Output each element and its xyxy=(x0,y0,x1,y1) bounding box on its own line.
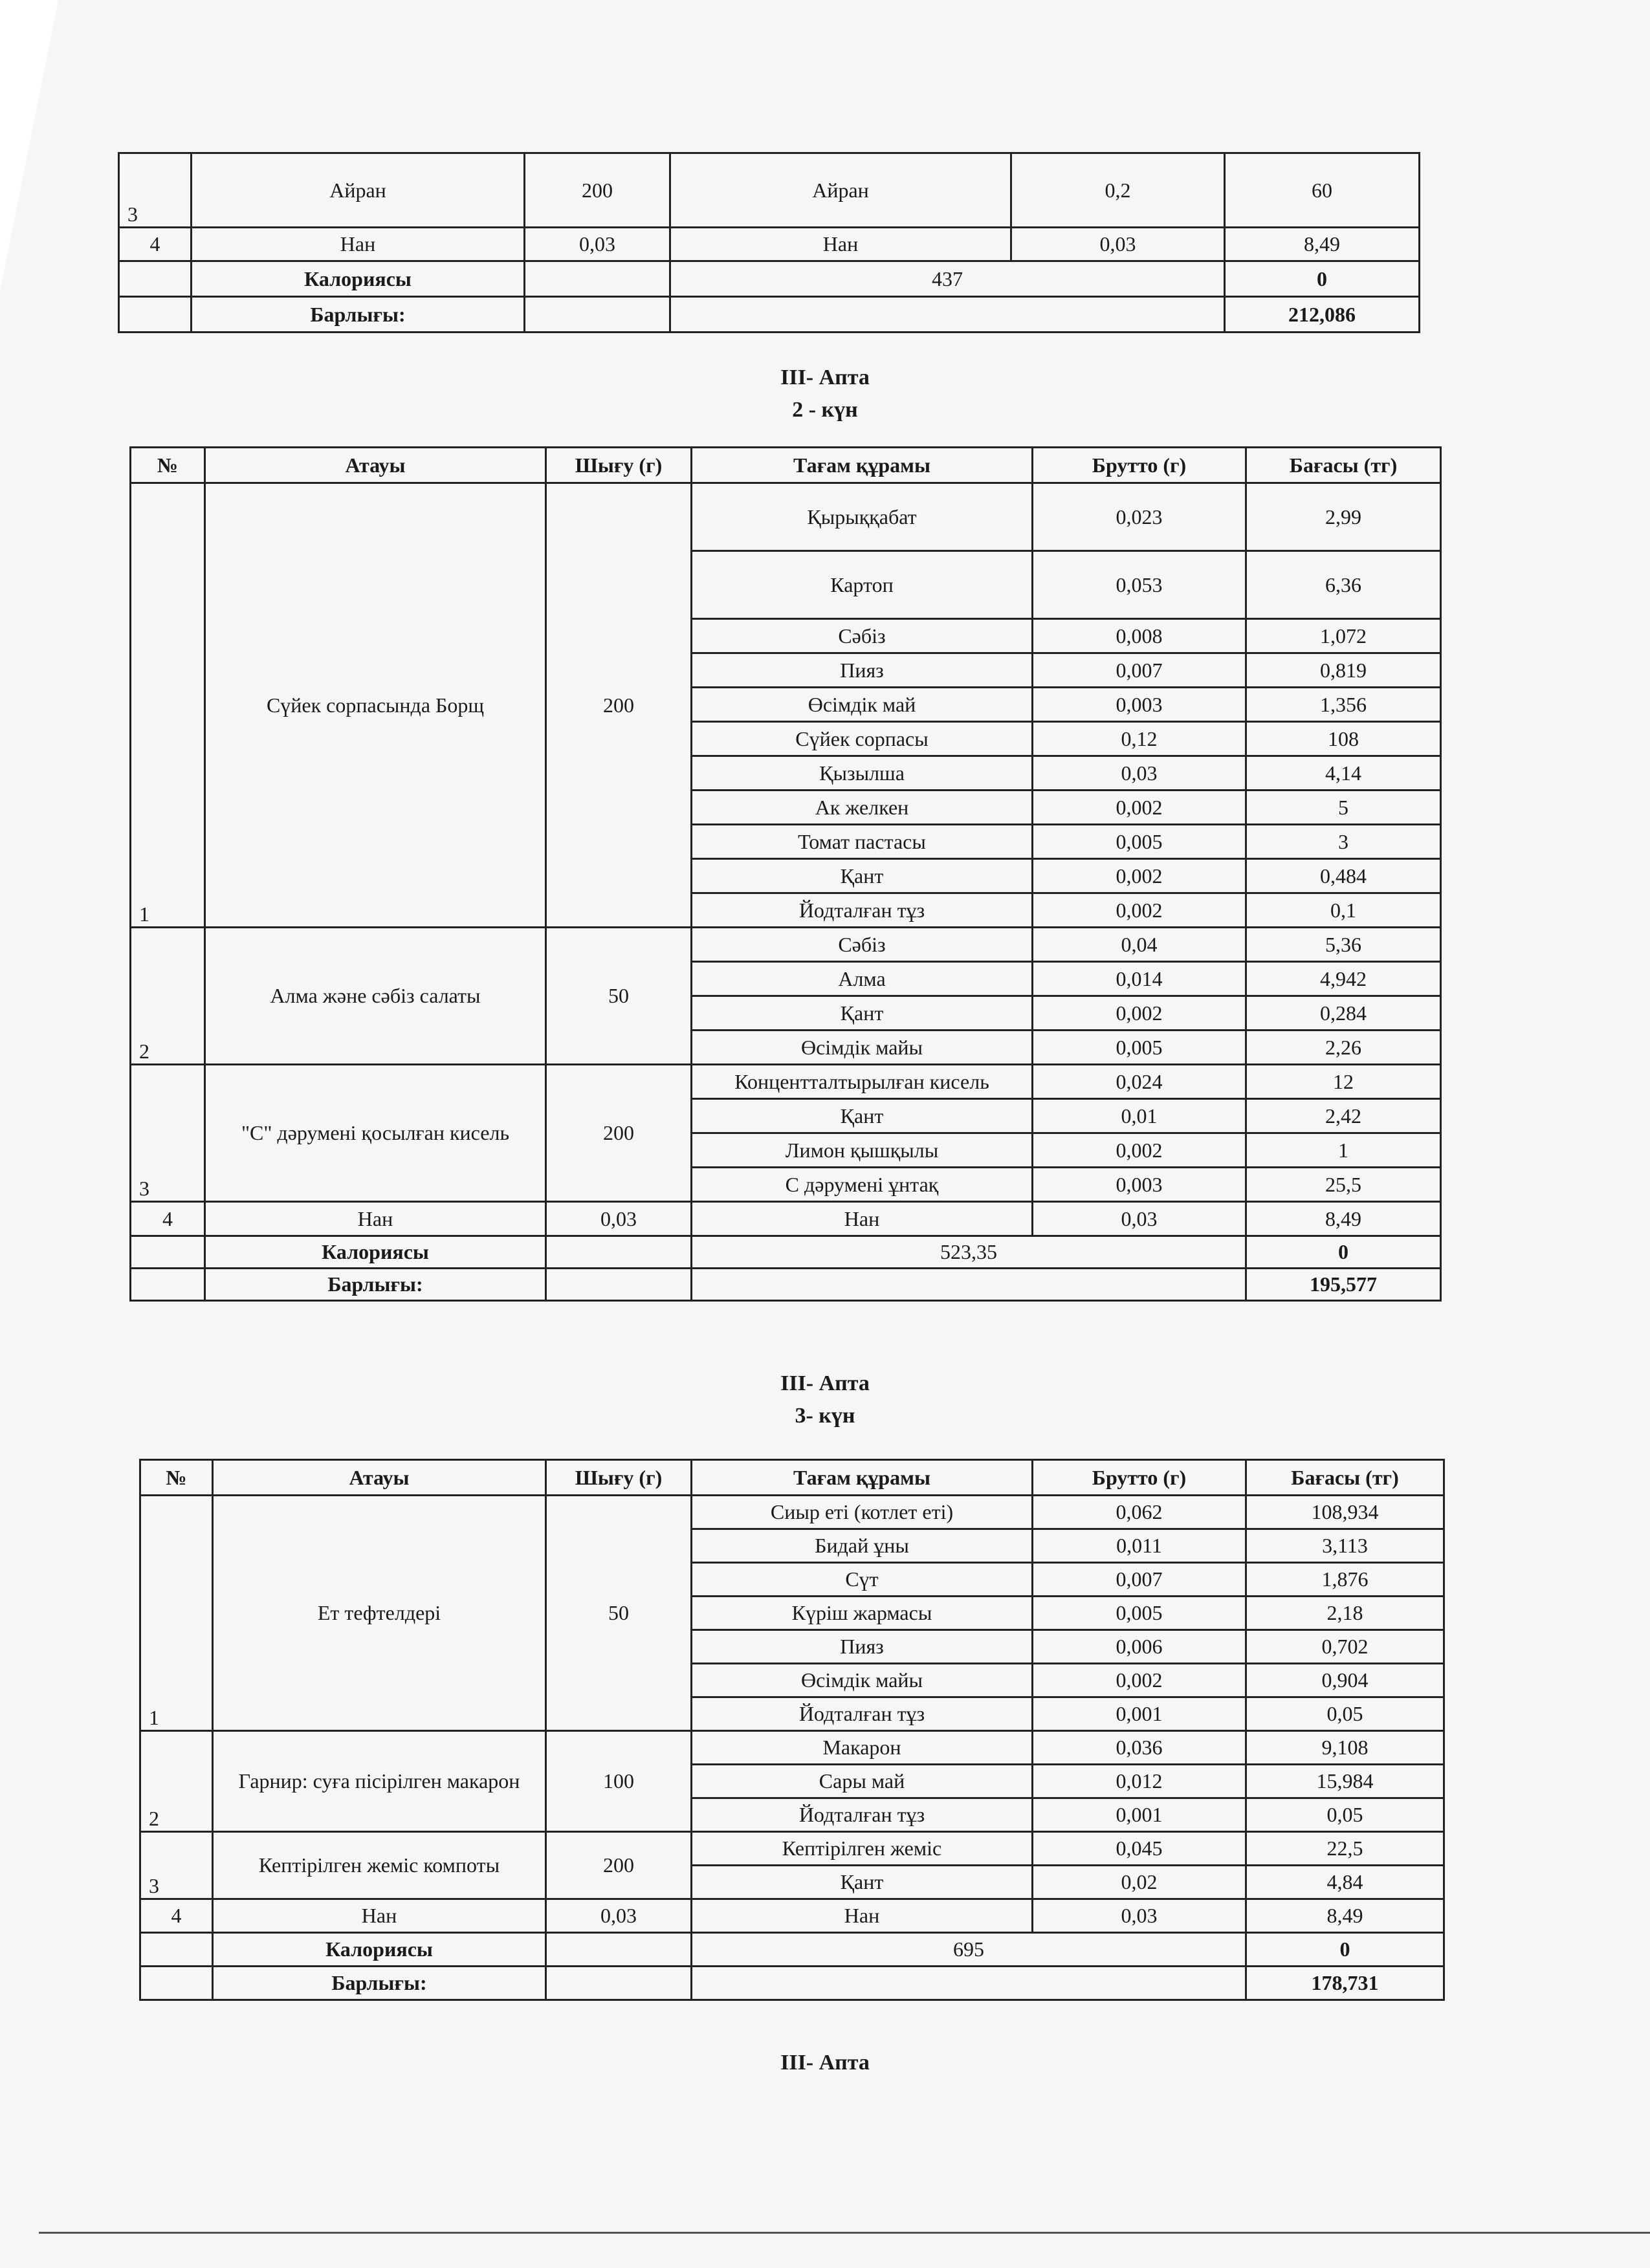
ingredient-price: 8,49 xyxy=(1246,1202,1441,1236)
ingredient-brutto: 0,2 xyxy=(1011,153,1225,228)
ingredient-price: 0,1 xyxy=(1246,893,1441,928)
ingredient-name: Қырыққабат xyxy=(692,483,1033,551)
ingredient-name: Қант xyxy=(692,996,1033,1030)
ingredient-brutto: 0,02 xyxy=(1033,1866,1246,1899)
ingredient-brutto: 0,023 xyxy=(1033,483,1246,551)
dish-number: 1 xyxy=(140,1496,213,1731)
ingredient-name: Бидай ұны xyxy=(692,1529,1033,1563)
ingredient-brutto: 0,002 xyxy=(1033,859,1246,893)
total-value: 178,731 xyxy=(1246,1967,1444,2000)
ingredient-brutto: 0,03 xyxy=(1033,1899,1246,1933)
table-row xyxy=(131,928,1441,962)
dish-output: 0,03 xyxy=(525,228,670,261)
ingredient-brutto: 0,002 xyxy=(1033,1133,1246,1168)
calories-price: 0 xyxy=(1246,1236,1441,1269)
dish-output: 200 xyxy=(546,1832,692,1899)
table-row xyxy=(119,153,1420,228)
ingredient-brutto: 0,003 xyxy=(1033,688,1246,722)
ingredient-name: Кептірілген жеміс xyxy=(692,1832,1033,1866)
calories-price: 0 xyxy=(1246,1933,1444,1967)
column-header: Брутто (г) xyxy=(1033,448,1246,483)
ingredient-price: 1,356 xyxy=(1246,688,1441,722)
total-label: Барлығы: xyxy=(205,1269,546,1301)
total-row xyxy=(131,1269,1441,1301)
ingredient-brutto: 0,03 xyxy=(1033,1202,1246,1236)
column-header: Шығу (г) xyxy=(546,448,692,483)
menu-table-day2 xyxy=(129,446,1442,1302)
ingredient-price: 6,36 xyxy=(1246,551,1441,619)
dish-name: Нан xyxy=(213,1899,546,1933)
calories-row xyxy=(119,261,1420,297)
ingredient-price: 2,18 xyxy=(1246,1597,1444,1630)
ingredient-brutto: 0,024 xyxy=(1033,1065,1246,1099)
dish-number: 3 xyxy=(140,1832,213,1899)
ingredient-name: С дәрумені ұнтақ xyxy=(692,1168,1033,1202)
ingredient-price: 15,984 xyxy=(1246,1765,1444,1798)
dish-number: 2 xyxy=(131,928,205,1065)
ingredient-price: 4,84 xyxy=(1246,1866,1444,1899)
ingredient-brutto: 0,006 xyxy=(1033,1630,1246,1664)
column-header: Тағам құрамы xyxy=(692,1460,1033,1496)
ingredient-name: Томат пастасы xyxy=(692,825,1033,859)
ingredient-price: 60 xyxy=(1225,153,1420,228)
ingredient-name: Пияз xyxy=(692,1630,1033,1664)
calories-label: Калориясы xyxy=(213,1933,546,1967)
table-row xyxy=(140,1731,1444,1765)
ingredient-price: 22,5 xyxy=(1246,1832,1444,1866)
dish-name: Айран xyxy=(192,153,525,228)
ingredient-price: 0,904 xyxy=(1246,1664,1444,1697)
column-header: Атауы xyxy=(205,448,546,483)
table-row xyxy=(140,1832,1444,1866)
ingredient-name: Концентталтырылған кисель xyxy=(692,1065,1033,1099)
ingredient-brutto: 0,12 xyxy=(1033,722,1246,756)
total-row xyxy=(140,1967,1444,2000)
ingredient-price: 1,876 xyxy=(1246,1563,1444,1597)
ingredient-price: 5 xyxy=(1246,791,1441,825)
menu-table-continued xyxy=(118,152,1420,333)
ingredient-brutto: 0,062 xyxy=(1033,1496,1246,1529)
ingredient-name: Қант xyxy=(692,859,1033,893)
ingredient-brutto: 0,005 xyxy=(1033,1597,1246,1630)
ingredient-brutto: 0,011 xyxy=(1033,1529,1246,1563)
calories-row xyxy=(140,1933,1444,1967)
ingredient-name: Йодталған тұз xyxy=(692,893,1033,928)
total-label: Барлығы: xyxy=(213,1967,546,2000)
dish-output: 50 xyxy=(546,1496,692,1731)
ingredient-name: Пияз xyxy=(692,653,1033,688)
ingredient-brutto: 0,014 xyxy=(1033,962,1246,996)
ingredient-price: 108,934 xyxy=(1246,1496,1444,1529)
calories-value: 523,35 xyxy=(692,1236,1246,1269)
section3-week-heading: III- Апта xyxy=(780,1371,870,1395)
ingredient-price: 1 xyxy=(1246,1133,1441,1168)
ingredient-name: Сәбіз xyxy=(692,619,1033,653)
section2-day-heading: 2 - күн xyxy=(792,398,858,422)
ingredient-price: 5,36 xyxy=(1246,928,1441,962)
dish-name: "С" дәрумені қосылған кисель xyxy=(205,1065,546,1202)
column-header: Атауы xyxy=(213,1460,546,1496)
total-label: Барлығы: xyxy=(192,297,525,333)
ingredient-brutto: 0,003 xyxy=(1033,1168,1246,1202)
total-value: 195,577 xyxy=(1246,1269,1441,1301)
dish-output: 200 xyxy=(525,153,670,228)
dish-output: 200 xyxy=(546,483,692,928)
ingredient-name: Лимон қышқылы xyxy=(692,1133,1033,1168)
dish-number: 1 xyxy=(131,483,205,928)
table-row xyxy=(140,1899,1444,1933)
ingredient-name: Өсімдік майы xyxy=(692,1664,1033,1697)
column-header: Бағасы (тг) xyxy=(1246,448,1441,483)
ingredient-price: 12 xyxy=(1246,1065,1441,1099)
ingredient-price: 2,26 xyxy=(1246,1030,1441,1065)
dish-number: 4 xyxy=(119,228,192,261)
ingredient-brutto: 0,002 xyxy=(1033,791,1246,825)
ingredient-brutto: 0,007 xyxy=(1033,1563,1246,1597)
ingredient-name: Нан xyxy=(692,1202,1033,1236)
column-header: № xyxy=(140,1460,213,1496)
ingredient-name: Нан xyxy=(670,228,1011,261)
menu-table-day3 xyxy=(139,1459,1445,2001)
ingredient-price: 1,072 xyxy=(1246,619,1441,653)
ingredient-name: Макарон xyxy=(692,1731,1033,1765)
ingredient-brutto: 0,045 xyxy=(1033,1832,1246,1866)
ingredient-price: 3,113 xyxy=(1246,1529,1444,1563)
ingredient-name: Сүт xyxy=(692,1563,1033,1597)
ingredient-brutto: 0,001 xyxy=(1033,1798,1246,1832)
ingredient-price: 0,819 xyxy=(1246,653,1441,688)
ingredient-name: Ак желкен xyxy=(692,791,1033,825)
ingredient-name: Күріш жармасы xyxy=(692,1597,1033,1630)
ingredient-name: Сиыр еті (котлет еті) xyxy=(692,1496,1033,1529)
ingredient-name: Қызылша xyxy=(692,756,1033,791)
ingredient-name: Сәбіз xyxy=(692,928,1033,962)
calories-row xyxy=(131,1236,1441,1269)
ingredient-name: Сары май xyxy=(692,1765,1033,1798)
calories-price: 0 xyxy=(1225,261,1420,297)
ingredient-name: Қант xyxy=(692,1099,1033,1133)
dish-name: Гарнир: суға пісірілген макарон xyxy=(213,1731,546,1832)
ingredient-price: 4,14 xyxy=(1246,756,1441,791)
table-row xyxy=(119,228,1420,261)
dish-name: Нан xyxy=(192,228,525,261)
dish-number: 4 xyxy=(131,1202,205,1236)
table-row xyxy=(140,1496,1444,1529)
calories-label: Калориясы xyxy=(192,261,525,297)
ingredient-name: Картоп xyxy=(692,551,1033,619)
ingredient-price: 2,99 xyxy=(1246,483,1441,551)
ingredient-name: Нан xyxy=(692,1899,1033,1933)
column-header: Тағам құрамы xyxy=(692,448,1033,483)
ingredient-brutto: 0,053 xyxy=(1033,551,1246,619)
ingredient-price: 9,108 xyxy=(1246,1731,1444,1765)
dish-name: Нан xyxy=(205,1202,546,1236)
ingredient-price: 0,05 xyxy=(1246,1697,1444,1731)
dish-output: 0,03 xyxy=(546,1202,692,1236)
calories-value: 695 xyxy=(692,1933,1246,1967)
table-row xyxy=(131,1202,1441,1236)
ingredient-brutto: 0,04 xyxy=(1033,928,1246,962)
total-row xyxy=(119,297,1420,333)
column-header: Бағасы (тг) xyxy=(1246,1460,1444,1496)
dish-name: Алма және сәбіз салаты xyxy=(205,928,546,1065)
column-header: № xyxy=(131,448,205,483)
ingredient-name: Йодталған тұз xyxy=(692,1697,1033,1731)
dish-output: 50 xyxy=(546,928,692,1065)
ingredient-brutto: 0,007 xyxy=(1033,653,1246,688)
ingredient-brutto: 0,03 xyxy=(1033,756,1246,791)
table-row xyxy=(131,1065,1441,1099)
ingredient-brutto: 0,005 xyxy=(1033,1030,1246,1065)
ingredient-brutto: 0,001 xyxy=(1033,1697,1246,1731)
ingredient-brutto: 0,002 xyxy=(1033,893,1246,928)
calories-value: 437 xyxy=(670,261,1225,297)
ingredient-name: Сүйек сорпасы xyxy=(692,722,1033,756)
section3-day-heading: 3- күн xyxy=(795,1404,855,1428)
ingredient-name: Айран xyxy=(670,153,1011,228)
total-value: 212,086 xyxy=(1225,297,1420,333)
ingredient-price: 0,484 xyxy=(1246,859,1441,893)
column-header: Шығу (г) xyxy=(546,1460,692,1496)
ingredient-name: Қант xyxy=(692,1866,1033,1899)
ingredient-price: 8,49 xyxy=(1225,228,1420,261)
ingredient-name: Өсімдік май xyxy=(692,688,1033,722)
dish-number: 3 xyxy=(131,1065,205,1202)
ingredient-price: 0,702 xyxy=(1246,1630,1444,1664)
footer-week-heading: III- Апта xyxy=(780,2051,870,2075)
ingredient-brutto: 0,005 xyxy=(1033,825,1246,859)
scan-white-corner xyxy=(0,0,58,291)
ingredient-brutto: 0,012 xyxy=(1033,1765,1246,1798)
ingredient-name: Өсімдік майы xyxy=(692,1030,1033,1065)
ingredient-brutto: 0,002 xyxy=(1033,1664,1246,1697)
ingredient-brutto: 0,01 xyxy=(1033,1099,1246,1133)
dish-number: 4 xyxy=(140,1899,213,1933)
dish-output: 0,03 xyxy=(546,1899,692,1933)
ingredient-price: 108 xyxy=(1246,722,1441,756)
ingredient-name: Йодталған тұз xyxy=(692,1798,1033,1832)
ingredient-brutto: 0,03 xyxy=(1011,228,1225,261)
ingredient-price: 0,284 xyxy=(1246,996,1441,1030)
ingredient-price: 25,5 xyxy=(1246,1168,1441,1202)
dish-number: 2 xyxy=(140,1731,213,1832)
ingredient-brutto: 0,008 xyxy=(1033,619,1246,653)
dish-output: 200 xyxy=(546,1065,692,1202)
ingredient-price: 2,42 xyxy=(1246,1099,1441,1133)
ingredient-brutto: 0,002 xyxy=(1033,996,1246,1030)
section2-week-heading: III- Апта xyxy=(780,365,870,389)
ingredient-brutto: 0,036 xyxy=(1033,1731,1246,1765)
dish-name: Ет тефтелдері xyxy=(213,1496,546,1731)
scan-edge-line xyxy=(39,2232,1650,2234)
ingredient-price: 0,05 xyxy=(1246,1798,1444,1832)
ingredient-price: 4,942 xyxy=(1246,962,1441,996)
dish-output: 100 xyxy=(546,1731,692,1832)
ingredient-name: Алма xyxy=(692,962,1033,996)
calories-label: Калориясы xyxy=(205,1236,546,1269)
ingredient-price: 3 xyxy=(1246,825,1441,859)
header-row xyxy=(140,1460,1444,1496)
dish-number: 3 xyxy=(119,153,192,228)
header-row xyxy=(131,448,1441,483)
column-header: Брутто (г) xyxy=(1033,1460,1246,1496)
table-row xyxy=(131,483,1441,551)
ingredient-price: 8,49 xyxy=(1246,1899,1444,1933)
dish-name: Кептірілген жеміс компоты xyxy=(213,1832,546,1899)
dish-name: Сүйек сорпасында Борщ xyxy=(205,483,546,928)
